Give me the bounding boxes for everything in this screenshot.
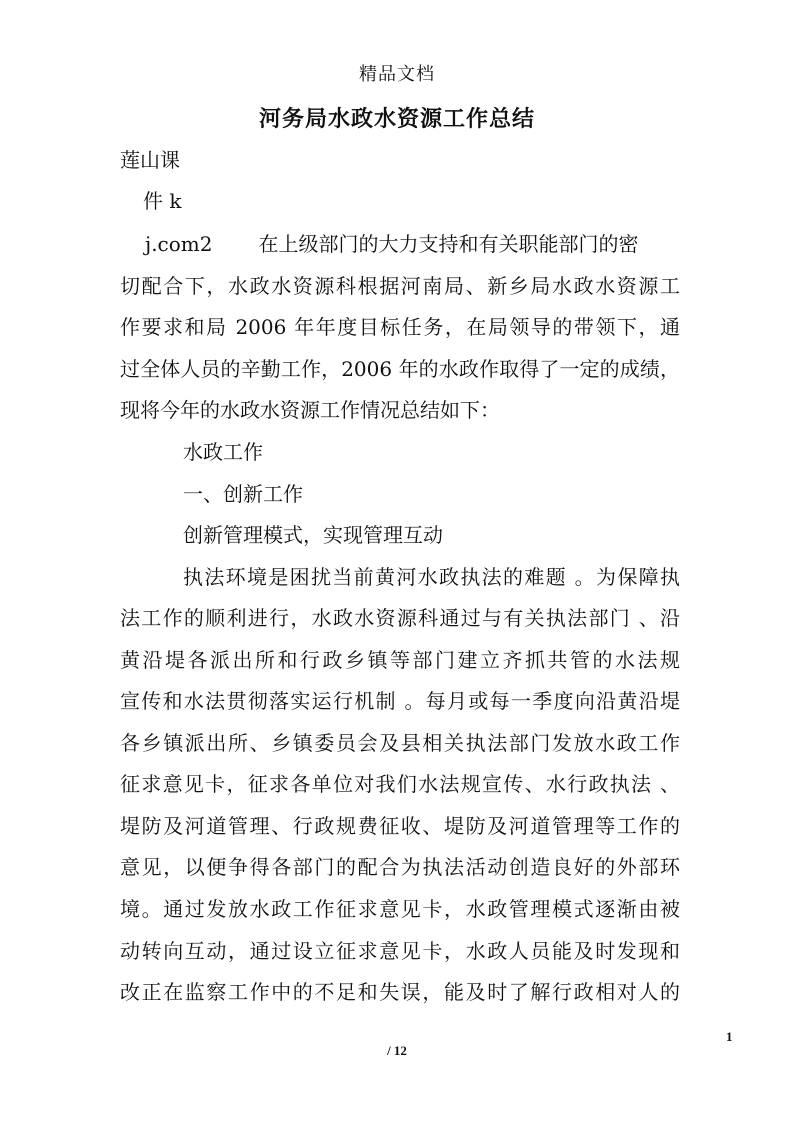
sub-sub-heading: 创新管理模式，实现管理互动 — [183, 523, 443, 547]
page-number: 1 — [726, 1029, 733, 1044]
document-header: 精品文档 — [359, 64, 435, 85]
paragraph-line: 意见，以便争得各部门的配合为执法活动创造良好的外部环 — [120, 855, 680, 879]
paragraph-line: 征求意见卡，征求各单位对我们水法规宣传、水行政执法 、 — [120, 772, 680, 796]
paragraph-line: 法工作的顺利进行，水政水资源科通过与有关执法部门 、沿 — [120, 606, 680, 630]
intro-line: 作要求和局 2006 年年度目标任务，在局领导的带领下，通 — [120, 315, 680, 339]
paragraph-line: 境。通过发放水政工作征求意见卡，水政管理模式逐渐由被 — [120, 897, 680, 921]
paragraph-line: 黄沿堤各派出所和行政乡镇等部门建立齐抓共管的水法规 — [120, 648, 680, 672]
intro-prefix: j.com2 — [145, 232, 213, 256]
paragraph-line: 改正在监察工作中的不足和失误，能及时了解行政相对人的 — [120, 980, 680, 1004]
author-line-continued: 件 k — [143, 189, 182, 213]
intro-first-text: 在上级部门的大力支持和有关职能部门的密 — [258, 232, 639, 256]
paragraph-line: 各乡镇派出所、乡镇委员会及县相关执法部门发放水政工作 — [120, 731, 680, 755]
page-total: / 12 — [387, 1043, 407, 1058]
paragraph-line: 宣传和水法贯彻落实运行机制 。每月或每一季度向沿黄沿堤 — [120, 689, 680, 713]
section-heading: 水政工作 — [183, 440, 263, 464]
intro-first-line — [145, 230, 639, 258]
paragraph-first-line: 执法环境是困扰当前黄河水政执法的难题 。为保障执 — [183, 565, 680, 589]
paragraph-line: 动转向互动，通过设立征求意见卡，水政人员能及时发现和 — [120, 939, 680, 963]
subsection-heading: 一、创新工作 — [183, 482, 303, 506]
paragraph-line: 堤防及河道管理、行政规费征收、堤防及河道管理等工作的 — [120, 814, 680, 838]
document-title: 河务局水政水资源工作总结 — [258, 106, 535, 132]
author-line: 莲山课 — [120, 148, 180, 172]
intro-line: 过全体人员的辛勤工作，2006 年的水政作取得了一定的成绩， — [120, 357, 680, 381]
intro-line: 现将今年的水政水资源工作情况总结如下： — [120, 398, 500, 422]
intro-line: 切配合下，水政水资源科根据河南局、新乡局水政水资源工 — [120, 274, 680, 298]
